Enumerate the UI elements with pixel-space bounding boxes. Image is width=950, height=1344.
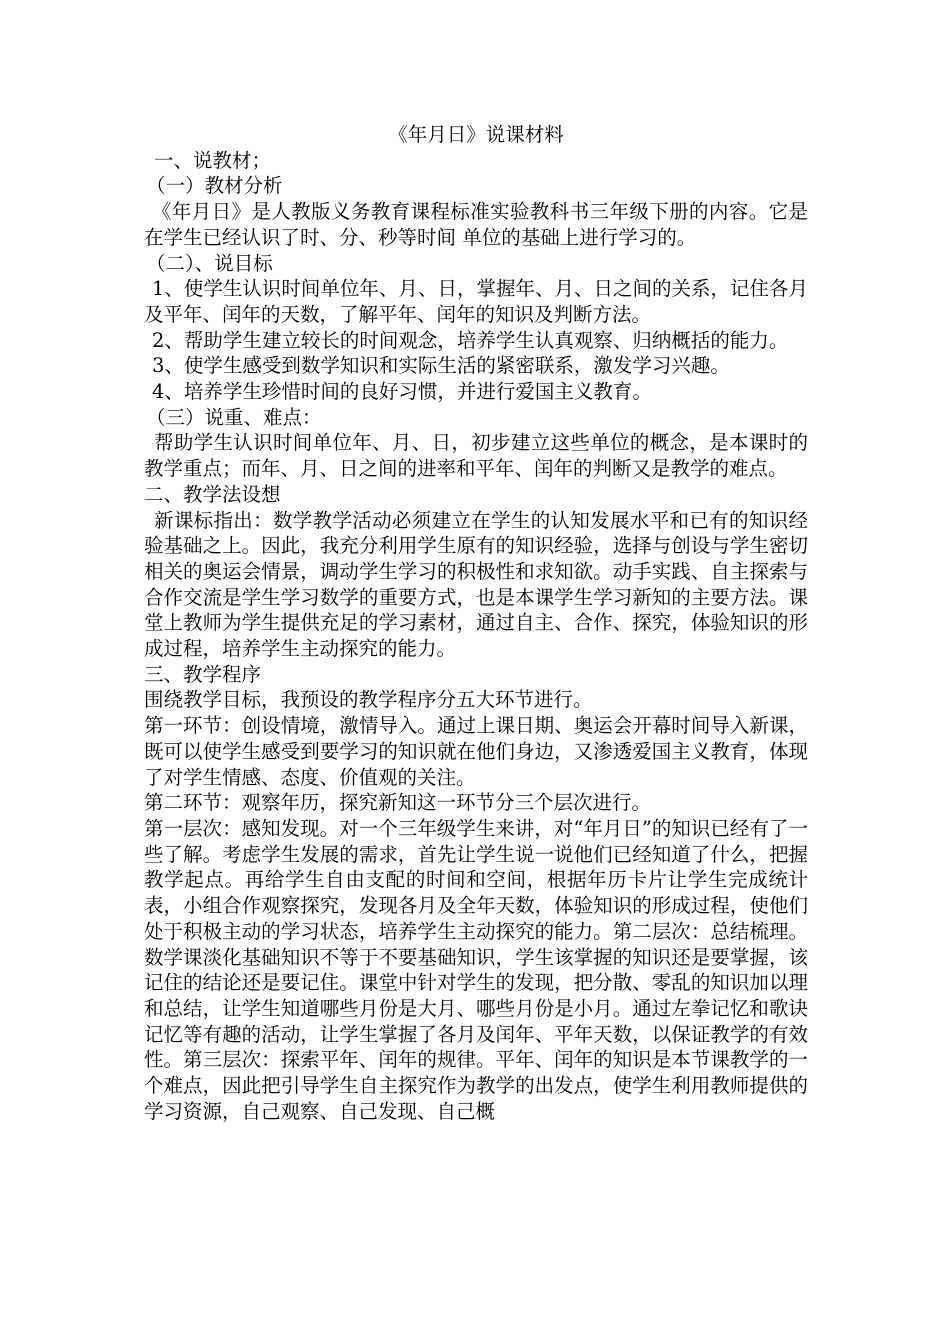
paragraph-key-points: 帮助学生认识时间单位年、月、日，初步建立这些单位的概念，是本课时的教学重点；而年、月、日之间的进率和平年、闰年的判断又是教学的难点。: [144, 431, 808, 481]
paragraph-procedure-intro: 围绕教学目标，我预设的教学程序分五大环节进行。: [144, 688, 593, 712]
objective-item-2: 2、帮助学生建立较长的时间观念，培养学生认真观察、归纳概括的能力。: [152, 328, 789, 352]
paragraph-step-2: 第二环节：观察年历，探究新知这一环节分三个层次进行。: [144, 791, 652, 815]
subsection-heading-1: （一）教材分析: [146, 174, 283, 198]
objective-item-1: 1、使学生认识时间单位年、月、日，掌握年、月、日之间的关系，记住各月及平年、闰年的天数，了解平年、闰年的知识及判断方法。: [144, 277, 808, 326]
paragraph-textbook-analysis: 《年月日》是人教版义务教育课程标准实验教科书三年级下册的内容。它是在学生已经认识了时、分、秒等时间 单位的基础上进行学习的。: [144, 200, 808, 249]
subsection-heading-2: （二）、说目标: [146, 251, 273, 275]
subsection-heading-3: （三）说重、难点：: [146, 405, 322, 429]
paragraph-teaching-method: 新课标指出：数学教学活动必须建立在学生的认知发展水平和已有的知识经验基础之上。因此，我充分利用学生原有的知识经验，选择与创设与学生密切相关的奥运会情景，调动学生学习的积极性和求知欲。动手实践、自主探索与合作交流是学生学习数学的重要方式，也是本课学生学习新知的主要方法。课堂上教师为学生提供充足的学习素材，通过自主、合作、探究，体验知识的形成过程，培养学生主动探究的能力。: [144, 508, 808, 661]
document-title: 《年月日》说课材料: [388, 123, 564, 146]
section-heading-3: 三、教学程序: [144, 662, 262, 686]
objective-item-4: 4、培养学生珍惜时间的良好习惯，并进行爱国主义教育。: [152, 380, 652, 404]
section-heading-1: 一、说教材；: [154, 148, 272, 172]
objective-item-3: 3、使学生感受到数学知识和实际生活的紧密联系，激发学习兴趣。: [152, 354, 730, 378]
paragraph-step-2-levels: 第一层次：感知发现。对一个三年级学生来讲，对“年月日”的知识已经有了一些了解。考虑学生发展的需求，首先让学生说一说他们已经知道了什么，把握教学起点。再给学生自由支配的时间和空间，根据年历卡片让学生完成统计表，小组合作观察探究，发现各月及全年天数，体验知识的形成过程，使他们处于积极主动的学习状态，培养学生主动探究的能力。第二层次：总结梳理。数学课淡化基础知识不等于不要基础知识，学生该掌握的知识还是要掌握，该记住的结论还是要记住。课堂中针对学生的发现，把分散、零乱的知识加以理和总结，让学生知道哪些月份是大月、哪些月份是小月。通过左拳记忆和歌诀记忆等有趣的活动，让学生掌握了各月及闰年、平年天数，以保证教学的有效性。第三层次：探索平年、闰年的规律。平年、闰年的知识是本节课教学的一个难点，因此把引导学生自主探究作为教学的出发点，使学生利用教师提供的学习资源，自己观察、自己发现、自己概: [144, 816, 808, 1123]
paragraph-step-1: 第一环节：创设情境，激情导入。通过上课日期、奥运会开幕时间导入新课，既可以使学生感受到要学习的知识就在他们身边，又渗透爱国主义教育，体现了对学生情感、态度、价值观的关注。: [144, 714, 808, 789]
document-body: [144, 122, 808, 1124]
section-heading-2: 二、教学法设想: [144, 482, 281, 506]
